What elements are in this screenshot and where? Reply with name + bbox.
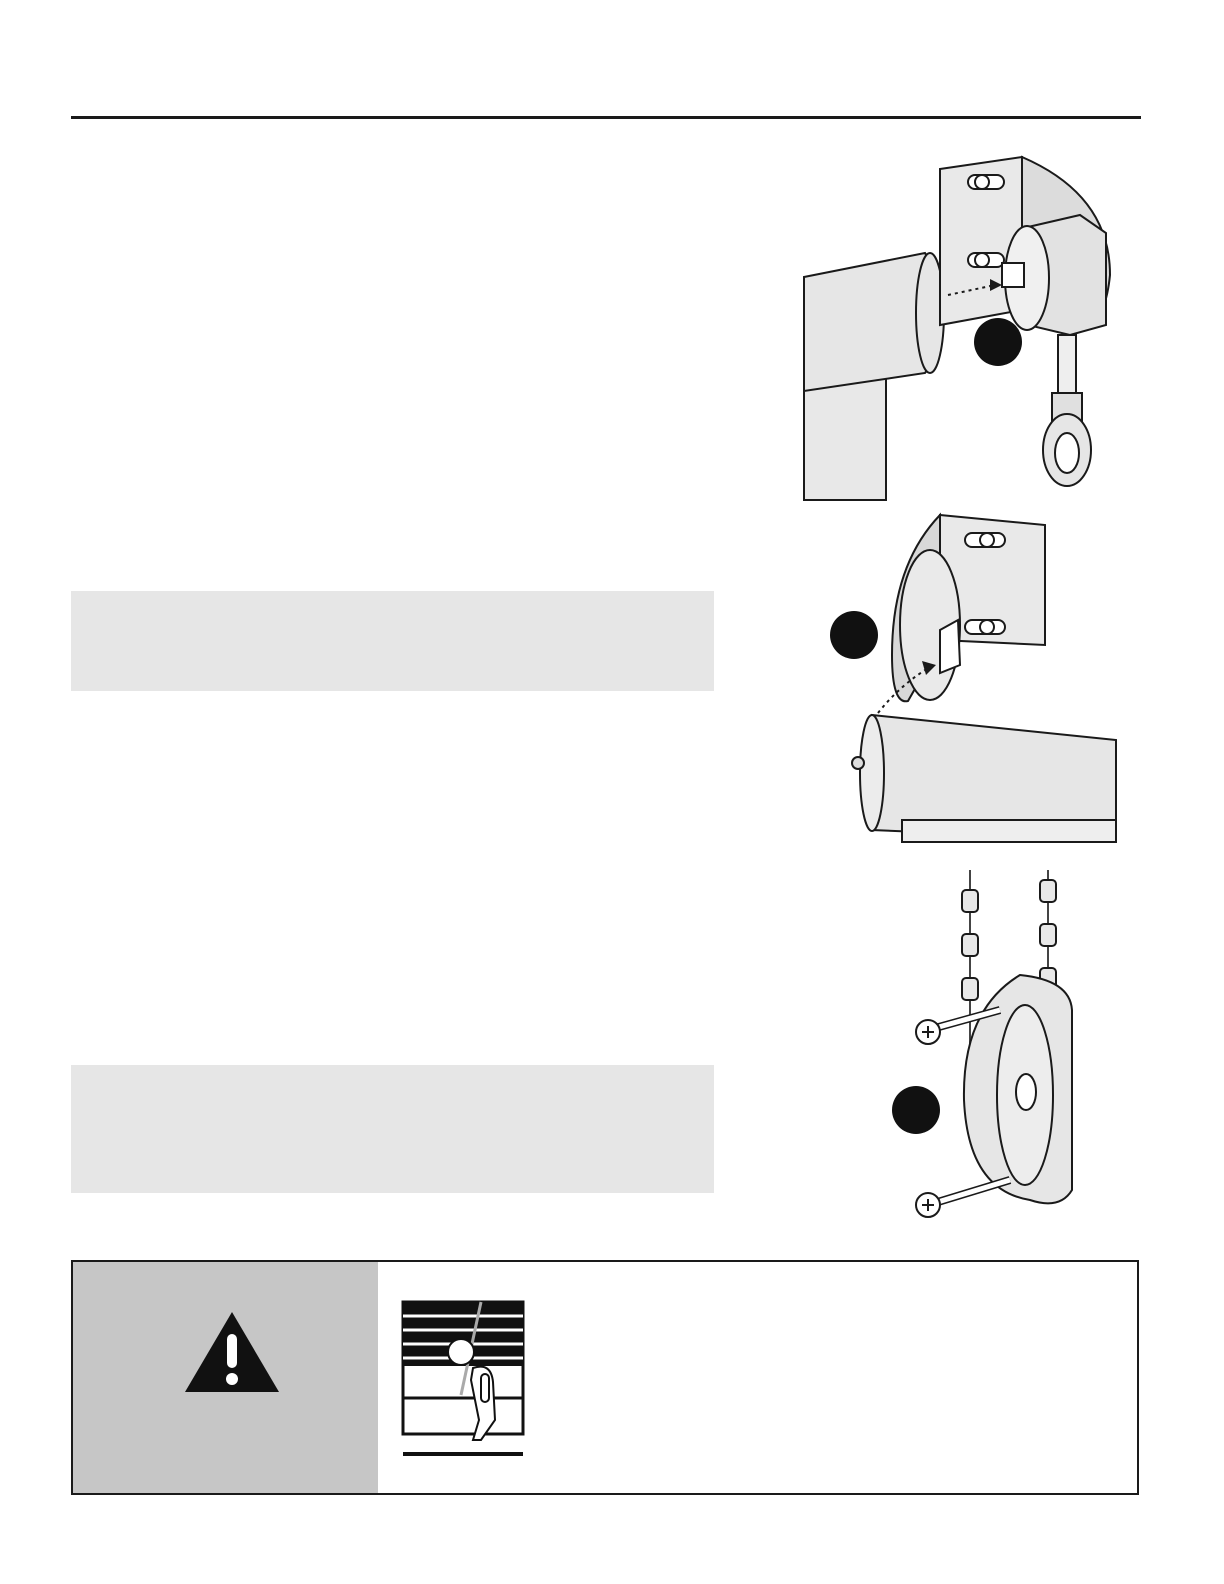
cord-tensioner-figure [860, 870, 1100, 1225]
callout-marker [974, 318, 1022, 366]
bracket-with-roller-figure [790, 135, 1140, 510]
callout-marker [892, 1086, 940, 1134]
header-rule [71, 116, 1141, 119]
screw-icon [980, 620, 994, 634]
end-cap-bracket-figure [800, 505, 1140, 845]
screw-icon [975, 175, 989, 189]
warning-sidebar [73, 1262, 378, 1493]
note-box-2 [71, 1065, 714, 1193]
screw-icon [980, 533, 994, 547]
callout-marker [830, 611, 878, 659]
warning-triangle-icon [183, 1310, 281, 1394]
note-box-1 [71, 591, 714, 691]
shade-fabric [804, 375, 886, 500]
screw-icon [975, 253, 989, 267]
child-strangulation-hazard-icon [401, 1300, 526, 1460]
warning-panel [71, 1260, 1139, 1495]
